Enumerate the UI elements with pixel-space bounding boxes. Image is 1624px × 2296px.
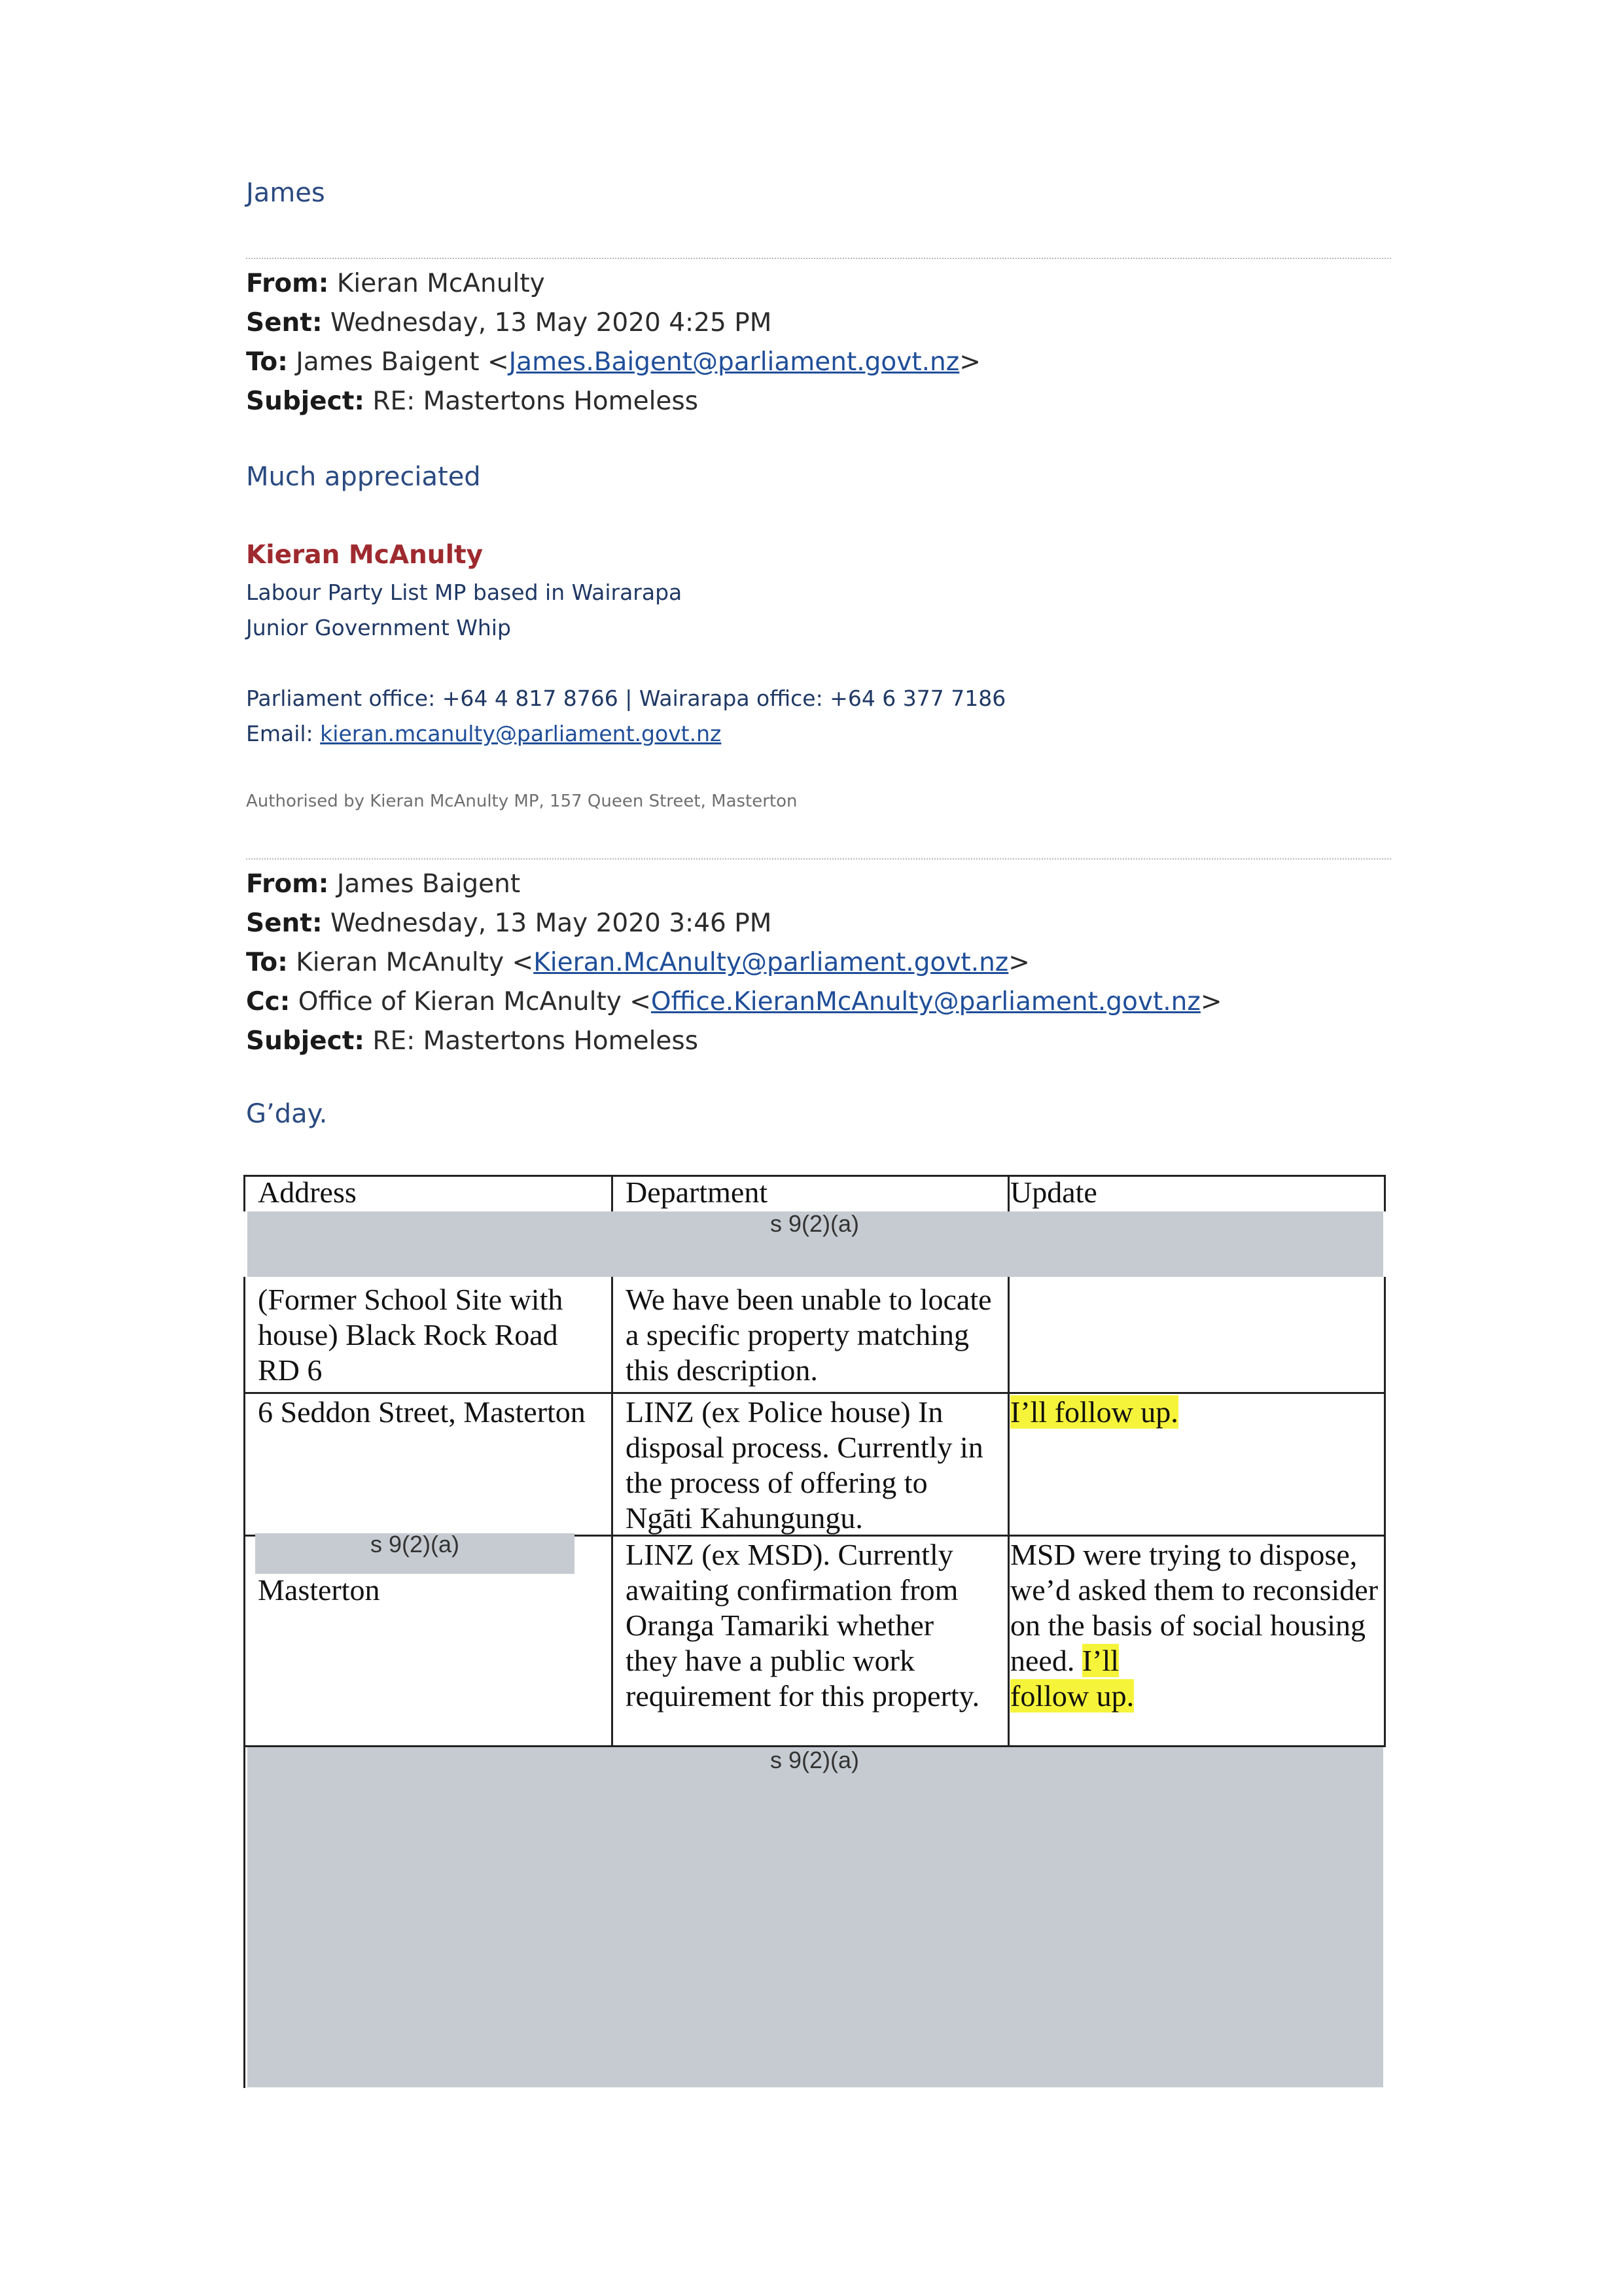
signature-phones: Parliament office: +64 4 817 8766 | Wairarapa office: +64 6 377 7186 (246, 686, 1006, 711)
authorised-statement: Authorised by Kieran McAnulty MP, 157 Queen Street, Masterton (246, 791, 798, 811)
header-department: Department (626, 1175, 768, 1209)
email2-body: G’day. (246, 1099, 328, 1129)
sent-label: Sent: (246, 909, 323, 938)
row3-update-text: MSD were trying to dispose, we’d asked them to reconsider on the basis of social housing need. (1010, 1538, 1379, 1677)
cc-close: > (1200, 987, 1222, 1017)
signature-name: Kieran McAnulty (246, 540, 484, 570)
table-border (1008, 1175, 1010, 1211)
sent-label: Sent: (246, 308, 323, 338)
row2-address: 6 Seddon Street, Masterton (258, 1395, 586, 1429)
table-border (1384, 1392, 1386, 1536)
from-label: From: (246, 269, 329, 298)
to-label: To: (246, 347, 288, 377)
signature-block (246, 540, 1006, 752)
table-border (243, 1745, 245, 2088)
highlighted-text: I’ll (1082, 1644, 1120, 1677)
from-value: James Baigent (336, 869, 521, 899)
redaction-label: s 9(2)(a) (370, 1531, 460, 1557)
to-label: To: (246, 948, 288, 977)
table-border (611, 1392, 613, 1536)
subject-value: RE: Mastertons Homeless (372, 387, 699, 416)
row1-address: (Former School Site with house) Black Rock Road RD 6 (258, 1283, 563, 1387)
subject-value: RE: Mastertons Homeless (372, 1026, 699, 1056)
table-border (243, 1175, 1386, 1177)
row2-update (1010, 1395, 1377, 1430)
from-label: From: (246, 869, 329, 899)
signature-title1: Labour Party List MP based in Wairarapa (246, 580, 682, 605)
signature-title2: Junior Government Whip (246, 615, 511, 640)
table-border (243, 1277, 245, 1393)
divider (246, 858, 1391, 860)
table-border (611, 1277, 613, 1393)
signature-email-link[interactable]: kieran.mcanulty@parliament.govt.nz (320, 721, 722, 746)
row2-department: LINZ (ex Police house) In disposal process. Currently in the process of offering to Ngāti Kahungungu. (626, 1395, 983, 1535)
table-border (1008, 1392, 1010, 1536)
highlighted-text: follow up. (1010, 1679, 1135, 1713)
signature-email-label: Email: (246, 721, 321, 746)
to-name: James Baigent < (296, 347, 509, 377)
sent-value: Wednesday, 13 May 2020 4:25 PM (330, 308, 772, 338)
subject-label: Subject: (246, 1026, 364, 1056)
highlighted-text: I’ll follow up. (1010, 1395, 1178, 1429)
table-border (1008, 1535, 1010, 1747)
redaction-label: s 9(2)(a) (769, 1747, 860, 1773)
properties-table (243, 1175, 1386, 2088)
table-border (243, 1392, 245, 1536)
cc-name: Office of Kieran McAnulty < (298, 987, 651, 1017)
divider (246, 258, 1391, 259)
sent-value: Wednesday, 13 May 2020 3:46 PM (330, 909, 772, 938)
table-border (611, 1175, 613, 1211)
row1-department: We have been unable to locate a specific property matching this description. (626, 1283, 992, 1387)
table-border (1008, 1277, 1010, 1393)
header-address: Address (258, 1175, 357, 1209)
email2-header (246, 865, 1222, 1061)
to-name: Kieran McAnulty < (296, 948, 534, 977)
redaction-block (247, 1747, 1383, 2087)
row3-update (1010, 1537, 1381, 1714)
table-border (1384, 1277, 1386, 1393)
cc-email-link[interactable]: Office.KieranMcAnulty@parliament.govt.nz (650, 987, 1201, 1017)
table-border (243, 1175, 245, 1211)
header-update: Update (1010, 1175, 1097, 1209)
greeting-james: James (246, 178, 325, 208)
redaction-label: s 9(2)(a) (769, 1210, 860, 1237)
table-border (1384, 1535, 1386, 1747)
to-email-link[interactable]: James.Baigent@parliament.govt.nz (508, 347, 960, 377)
email1-body: Much appreciated (246, 462, 481, 492)
to-close: > (1008, 948, 1030, 977)
subject-label: Subject: (246, 387, 364, 416)
cc-label: Cc: (246, 987, 291, 1017)
email1-header (246, 264, 981, 421)
from-value: Kieran McAnulty (336, 269, 545, 298)
table-border (243, 1392, 1386, 1394)
table-border (1384, 1175, 1386, 1211)
row3-department: LINZ (ex MSD). Currently awaiting confirmation from Oranga Tamariki whether they have a public work requirement for this property. (626, 1538, 980, 1713)
to-email-link[interactable]: Kieran.McAnulty@parliament.govt.nz (533, 948, 1009, 977)
table-border (611, 1535, 613, 1747)
table-border (243, 1535, 245, 1747)
row3-address: Masterton (258, 1573, 380, 1607)
to-close: > (959, 347, 981, 377)
